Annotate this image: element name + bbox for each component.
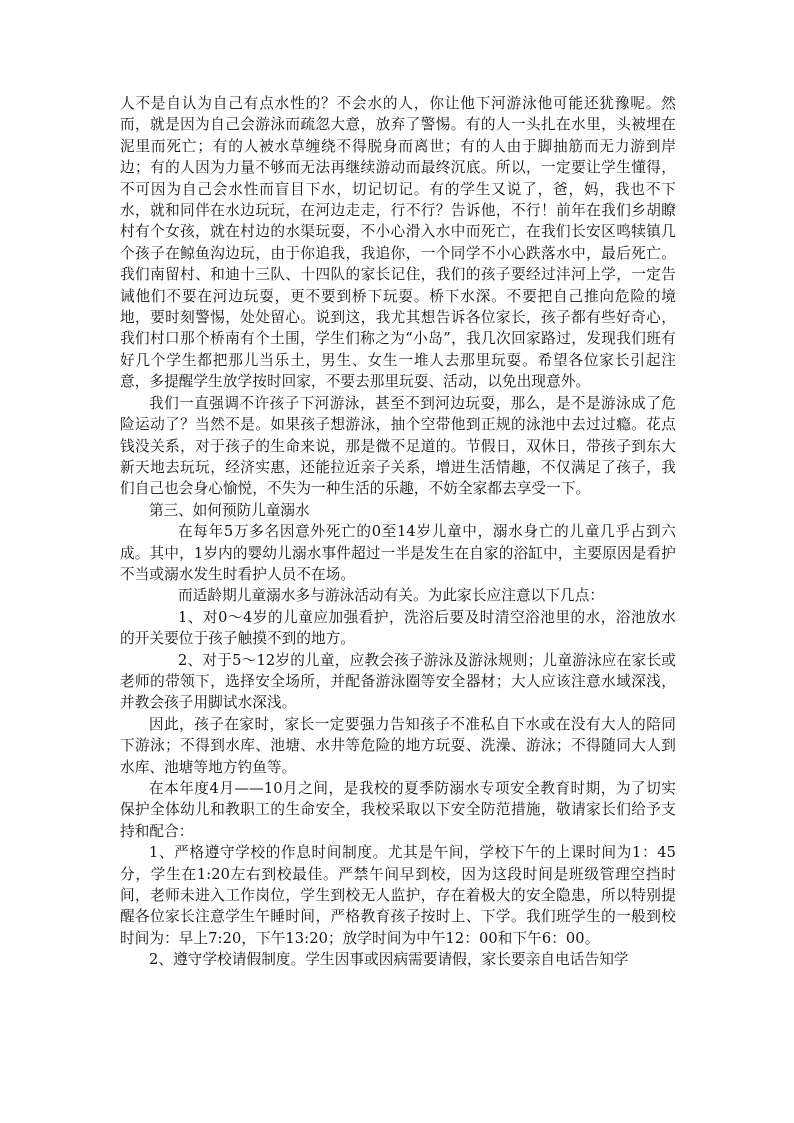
section-heading-prevention: 第三、如何预防儿童溺水 [149, 501, 310, 519]
paragraph-age-intro: 而适龄期儿童溺水多与游泳活动有关。为此家长应注意以下几点： [178, 587, 605, 605]
paragraph-swimming-safely: 我们一直强调不许孩子下河游泳，甚至不到河边玩耍，那么，是不是游泳成了危险运动了？当然不是。如果孩子想游泳，抽个空带他到正规的泳池中去过过瘾。花点钱没关系，对于孩子的生命来说，那是微不足道的。节假日，双休日，带孩子到东大新天地去玩玩，经济实惠，还能拉近亲子关系，增进生活情趣，不仅满足了孩子，我们自己也会身心愉悦，不失为一种生活的乐趣，不妨全家都去享受一下。 [120, 394, 676, 498]
paragraph-drowning-overconfidence: 人不是自认为自己有点水性的？不会水的人，你让他下河游泳他可能还犹豫呢。然而，就是因为自己会游泳而疏忽大意，放弃了警惕。有的人一头扎在水里，头被埋在泥里而死亡；有的人被水草缠绕不得脱身而离世；有的人由于脚抽筋而无力游到岸边；有的人因为力量不够而无法再继续游动而最终沉底。所以，一定要让学生懂得，不可因为自己会水性而盲目下水，切记切记。有的学生又说了，爸，妈，我也不下水，就和同伴在水边玩玩，在河边走走，行不行？告诉他，不行！前年在我们乡胡瞭村有个女孩，就在村边的水渠玩耍，不小心滑入水中而死亡，在我们长安区鸣犊镇几个孩子在鲸鱼沟边玩，由于你追我，我追你，一个同学不小心跌落水中，最后死亡。我们南留村、和迪十三队、十四队的家长记住，我们的孩子要经过沣河上学，一定告诫他们不要在河边玩耍，更不要到桥下玩耍。桥下水深。不要把自己推向危险的境地，要时刻警惕，处处留心。说到这，我尤其想告诉各位家长，孩子都有些好奇心，我们村口那个桥南有个土围，学生们称之为“小岛”，我几次回家路过，发现我们班有好几个学生都把那儿当乐土，男生、女生一堆人去那里玩耍。希望各位家长引起注意，多提醒学生放学按时回家，不要去那里玩耍、活动，以免出现意外。 [120, 95, 676, 391]
paragraph-school-period: 在本年度4月——10月之间，是我校的夏季防溺水专项安全教育时期，为了切实保护全体幼儿和教职工的生命安全，我校采取以下安全防范措施，敬请家长们给予支持和配合： [120, 780, 676, 840]
paragraph-schedule-rule: 1、严格遵守学校的作息时间制度。尤其是午间，学校下午的上课时间为1：45分，学生在1:20左右到校最佳。严禁午间早到校，因为这段时间是班级管理空挡时间，老师未进入工作岗位，学生到校无人监护，存在着极大的安全隐患，所以特别提醒各位家长注意学生午睡时间，严格教育孩子按时上、下学。我们班学生的一般到校时间为：早上7:20，下午13:20；放学时间为中午12：00和下午6：00。 [120, 844, 676, 947]
paragraph-leave-rule: 2、遵守学校请假制度。学生因事或因病需要请假，家长要亲自电话告知学 [149, 951, 629, 969]
document-body [120, 93, 676, 971]
paragraph-infant-care: 1、对0～4岁的儿童应加强看护，洗浴后要及时清空浴池里的水，浴池放水的开关要位于孩子触摸不到的地方。 [120, 608, 676, 648]
paragraph-child-swimming: 2、对于5～12岁的儿童，应教会孩子游泳及游泳规则；儿童游泳应在家长或老师的带领下，选择安全场所，并配备游泳圈等安全器材；大人应该注意水域深浅，并教会孩子用脚试水深浅。 [120, 651, 676, 712]
paragraph-home-rules: 因此，孩子在家时，家长一定要强力告知孩子不准私自下水或在没有大人的陪同下游泳；不得到水库、池塘、水井等危险的地方玩耍、洗澡、游泳；不得随同大人到水库、池塘等地方钓鱼等。 [120, 715, 676, 776]
paragraph-statistics: 在每年5万多名因意外死亡的0至14岁儿童中，溺水身亡的儿童几乎占到六成。其中，1岁内的婴幼儿溺水事件超过一半是发生在自家的浴缸中，主要原因是看护不当或溺水发生时看护人员不在场。 [120, 523, 676, 583]
